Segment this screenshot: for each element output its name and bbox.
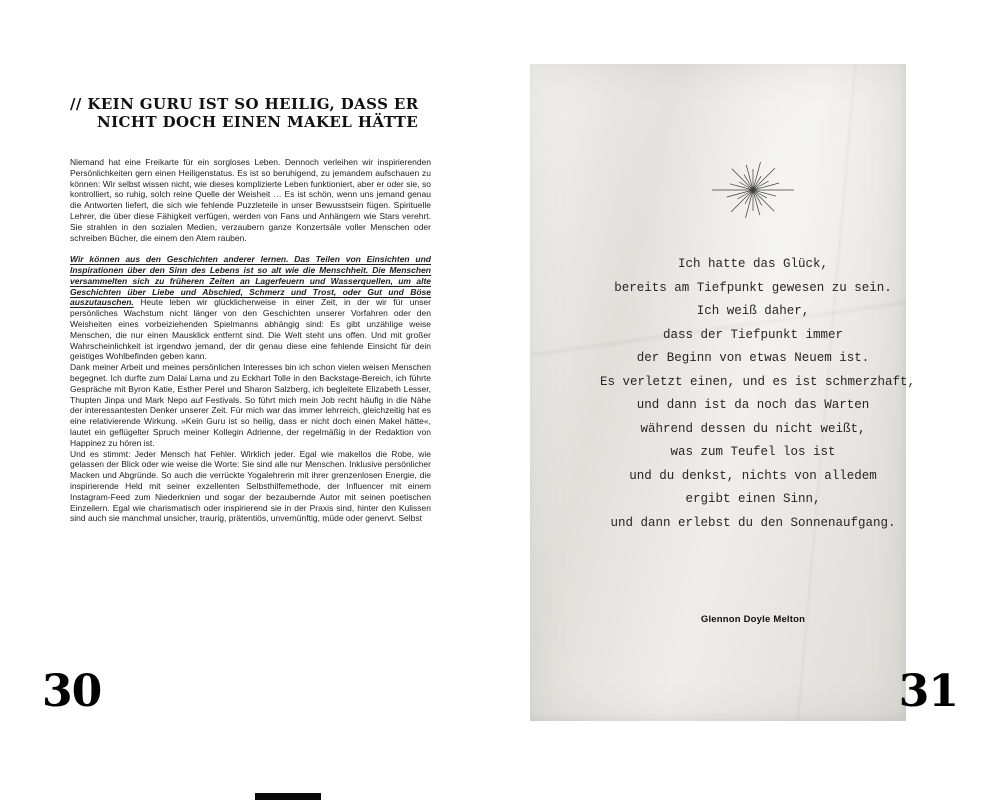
quote-line: Es verletzt einen, und es ist schmerzhaft, xyxy=(600,374,916,389)
quote-line: dass der Tiefpunkt immer xyxy=(662,327,844,342)
quote xyxy=(600,253,916,535)
bottom-marker xyxy=(255,793,321,800)
quote-line: während dessen du nicht weißt, xyxy=(640,421,866,436)
paragraph-2 xyxy=(70,254,431,362)
heading-line-1: // KEIN GURU IST SO HEILIG, DASS ER xyxy=(70,95,419,113)
quote-line: der Beginn von etwas Neuem ist. xyxy=(636,351,870,365)
quote-line: und dann ist da noch das Warten xyxy=(636,398,870,412)
right-page xyxy=(530,64,916,721)
quote-line: bereits am Tiefpunkt gewesen zu sein. xyxy=(614,280,892,295)
quote-line: was zum Teufel los ist xyxy=(670,445,836,459)
quote-line: ergibt einen Sinn, xyxy=(685,492,821,506)
page-number-right: 31 xyxy=(898,666,958,717)
paragraph-4: Und es stimmt: Jeder Mensch hat Fehler. Wirklich jeder. Egal wie makellos die Robe, wie gelassen der Blick oder wie weise die Worte: Sie sind alle nur Menschen. Inklusive persönlicher Macken und Abgründe. So auch die verrückte Yogalehrerin mit ihrer grenzenlosen Energie, die inspirierende Held mit seiner exzellenten Selbsthilfemethode, der Influencer mit einem Instagram-Feed zum Niederknien und sogar der bezaubernde Autor mit seinen poetischen Einzeilern. Egal wie charismatisch oder inspirierend sie in der Praxis sind, hinter den Kulissen sind auch sie manchmal unsicher, traurig, prätentiös, unvernünftig, müde oder genervt. Selbst xyxy=(70,448,431,524)
paragraph-3: Dank meiner Arbeit und meines persönlichen Interesses bin ich schon vielen weisen Menschen begegnet. Ich durfte zum Dalai Lama und zu Eckhart Tolle in den Backstage-Bereich, ich führte Gespräche mit Byron Katie, Esther Perel und Sharon Salzberg, ich begleitete Elizabeth Lesser, Thupten Jinpa und Mark Nepo auf Festivals. So führt mich mein Job recht häufig in die Nähe der interessantesten Denker unserer Zeit. Für mich war das immer lehrreich, gleichzeitig hat es eine relativierende Wirkung. »Kein Guru ist so heilig, dass er nicht doch einen Makel hätte«, lautet ein geflügelter Spruch meiner Kollegin Adrienne, der regelmäßig in der Redaktion von Happinez zu hören ist. xyxy=(70,362,431,448)
chapter-heading xyxy=(70,96,440,131)
page-number-left: 30 xyxy=(42,666,102,717)
quote-line: Ich hatte das Glück, xyxy=(677,257,829,271)
paragraph-2-rest: Heute leben wir glücklicherweise in einer Zeit, in der wir für unser persönliches Wachstum nicht länger von den Geschichten unserer Vorfahren oder den Weisheiten eines vorbeiziehenden Spielmanns abhängig sind: Es gibt unzählige weise Menschen, die nur einen Mausklick entfernt sind. Die Welt steht uns offen. Und mit großer Wahrscheinlichkeit ist irgendwo jemand, der dir genau diese eine fehlende Einsicht für dein geistiges Wohlbefinden geben kann. xyxy=(70,297,431,362)
quote-line: Ich weiß daher, xyxy=(696,304,810,318)
body-text xyxy=(70,157,431,524)
quote-line: und du denkst, nichts von alledem xyxy=(629,468,877,483)
paragraph-1: Niemand hat eine Freikarte für ein sorgloses Leben. Dennoch verleihen wir inspirierenden Persönlichkeiten gern einen Heiligenstatus. Es ist so beruhigend, zu jemandem aufschauen zu können: Wir selbst wissen nicht, wie dieses komplizierte Leben funktioniert, aber er oder sie, so kontrolliert, so ruhig, solch reine Quelle der Weisheit … Es ist schön, wenn uns jemand genau die Antworten liefert, die sich wie fehlende Puzzleteile in unser Bewusstsein fügen. Spirituelle Lehrer, die über diese Fähigkeit verfügen, werden von Fans und Anhängern wie Stars verehrt. Sie strahlen in den sozialen Medien, verzaubern ganze Konzertsäle voller Menschen oder schreiben Bücher, die einem den Atem rauben. xyxy=(70,157,431,243)
quote-attribution: Glennon Doyle Melton xyxy=(700,614,806,625)
starburst-icon xyxy=(600,144,906,236)
quote-line: und dann erlebst du den Sonnenaufgang. xyxy=(610,515,896,530)
heading-line-2: NICHT DOCH EINEN MAKEL HÄTTE xyxy=(97,112,419,131)
paragraph-2-emphasis: Wir können aus den Geschichten anderer lernen. Das Teilen von Einsichten und Inspirationen über den Sinn des Lebens ist so alt wie die Menschheit. Die Menschen versammelten sich zu früheren Zeiten an Lagerfeuern und Wasserquellen, um alte Geschichten über Liebe und Abschied, Schmerz und Trost, oder Gut und Böse auszutauschen. xyxy=(70,254,431,308)
